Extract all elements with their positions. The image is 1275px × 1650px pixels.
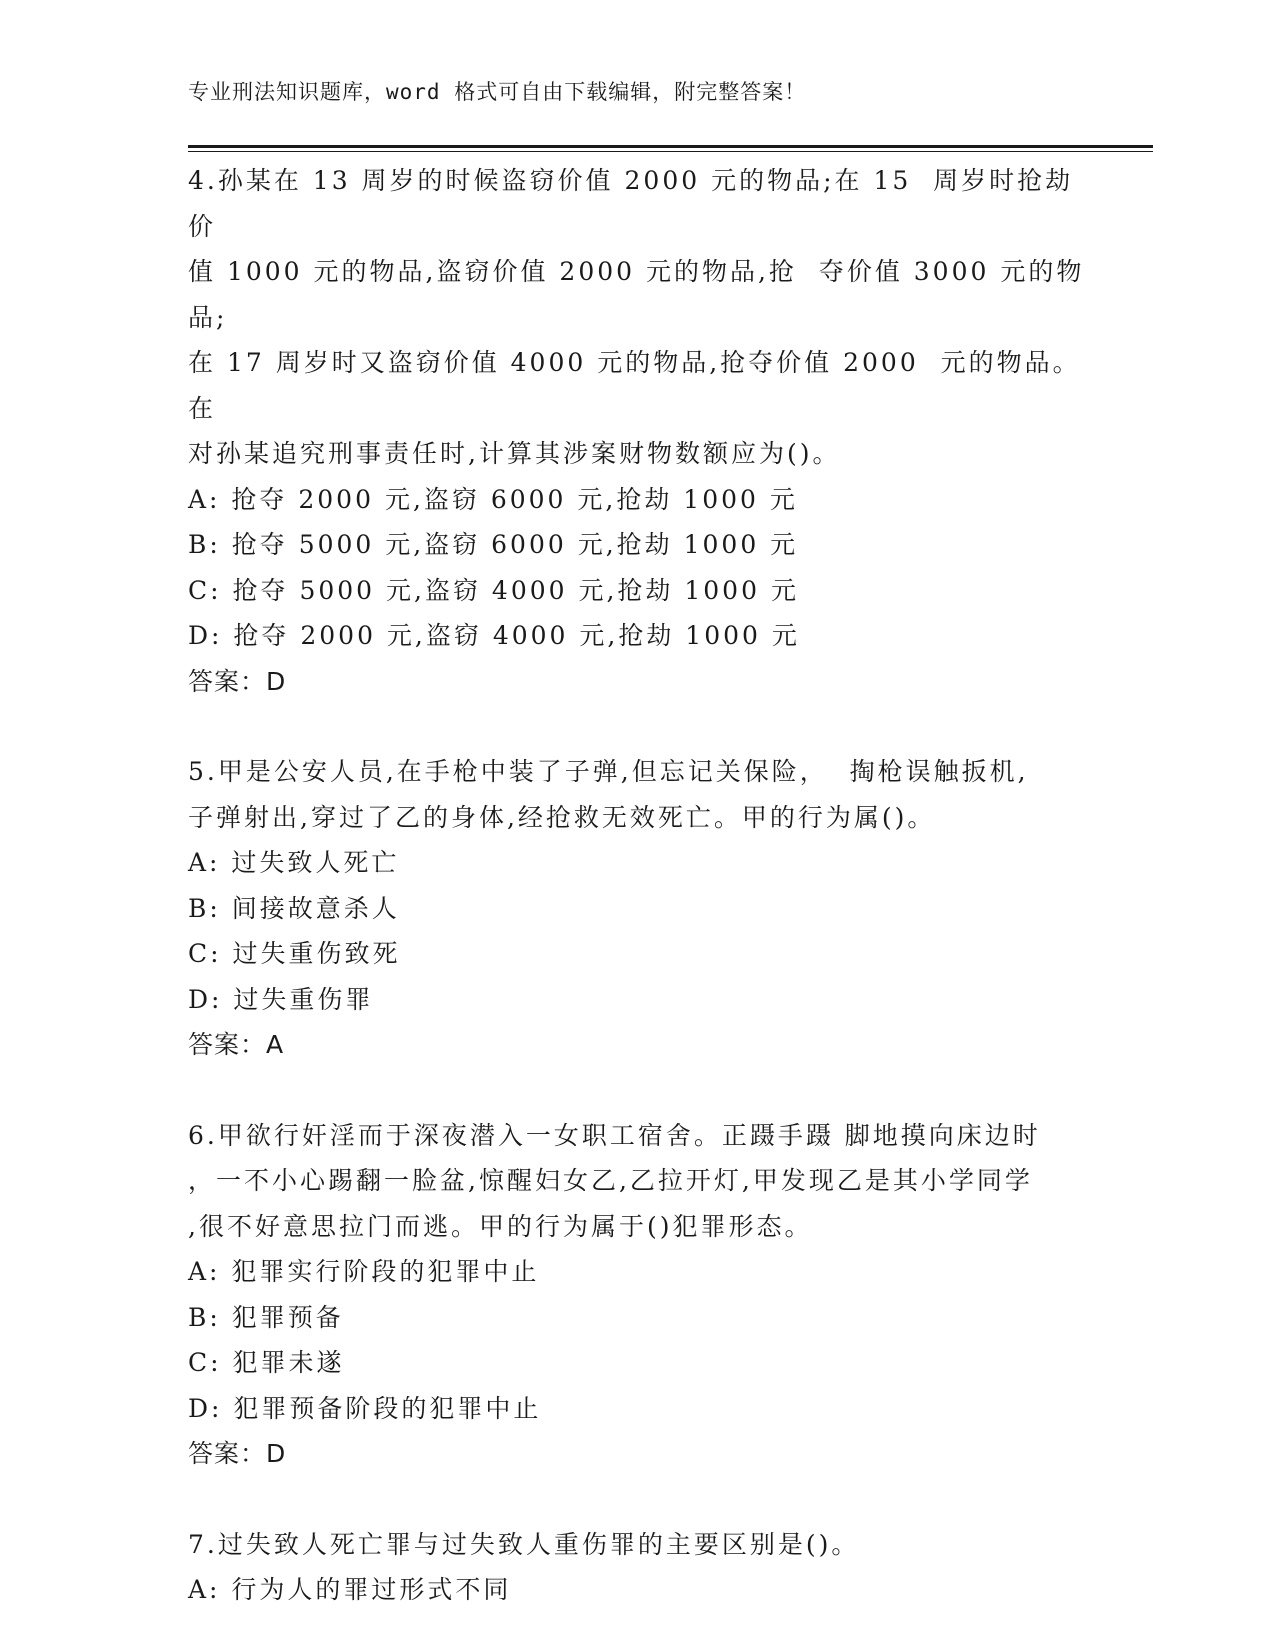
question-stem-line: 4.孙某在 13 周岁的时候盗窃价值 2000 元的物品;在 15 周岁时抢劫价 [188, 166, 1074, 241]
question-6 [188, 1113, 1088, 1477]
question-4 [188, 158, 1088, 704]
question-5 [188, 749, 1088, 1068]
answer-label: 答案：D [188, 666, 287, 696]
question-stem-line: 值 1000 元的物品,盗窃价值 2000 元的物品,抢 夺价值 3000 元的物品; [188, 257, 1085, 332]
question-7 [188, 1522, 1088, 1613]
question-stem-line: 5.甲是公安人员,在手枪中装了子弹,但忘记关保险， 掏枪误触扳机, [188, 757, 1029, 786]
option-a: A: 犯罪实行阶段的犯罪中止 [188, 1257, 540, 1286]
header-rule-thick [188, 145, 1153, 148]
option-b: B: 间接故意杀人 [188, 893, 400, 923]
question-stem-line: 对孙某追究刑事责任时,计算其涉案财物数额应为()。 [188, 439, 841, 468]
question-list [188, 158, 1088, 1613]
option-b: B: 犯罪预备 [188, 1302, 344, 1332]
option-d: D: 过失重伤罪 [188, 984, 374, 1014]
option-c: C: 过失重伤致死 [188, 939, 401, 968]
question-spacer [188, 704, 1088, 749]
answer-label: 答案：D [188, 1439, 287, 1468]
question-spacer [188, 1068, 1088, 1113]
option-c: C: 抢夺 5000 元,盗窃 4000 元,抢劫 1000 元 [188, 575, 799, 605]
question-stem-line: 7.过失致人死亡罪与过失致人重伤罪的主要区别是()。 [188, 1529, 860, 1559]
option-d: D: 抢夺 2000 元,盗窃 4000 元,抢劫 1000 元 [188, 621, 800, 650]
question-stem-line: 6.甲欲行奸淫而于深夜潜入一女职工宿舍。正蹑手蹑 脚地摸向床边时 [188, 1120, 1041, 1150]
page-header: 专业刑法知识题库，word 格式可自由下载编辑，附完整答案！ [188, 80, 807, 104]
answer-label: 答案：A [188, 1030, 285, 1059]
option-a: A: 行为人的罪过形式不同 [188, 1575, 512, 1604]
option-b: B: 抢夺 5000 元,盗窃 6000 元,抢劫 1000 元 [188, 530, 799, 559]
question-stem-line: ,很不好意思拉门而逃。甲的行为属于()犯罪形态。 [188, 1211, 813, 1241]
question-stem-line: ，一不小心踢翻一脸盆,惊醒妇女乙,乙拉开灯,甲发现乙是其小学同学 [188, 1166, 1033, 1195]
question-stem-line: 在 17 周岁时又盗窃价值 4000 元的物品,抢夺价值 2000 元的物品。在 [188, 348, 1081, 423]
option-a: A: 抢夺 2000 元,盗窃 6000 元,抢劫 1000 元 [188, 484, 798, 514]
header-rule-thin [188, 151, 1153, 152]
option-a: A: 过失致人死亡 [188, 848, 400, 877]
option-c: C: 犯罪未遂 [188, 1348, 345, 1377]
question-stem-line: 子弹射出,穿过了乙的身体,经抢救无效死亡。甲的行为属()。 [188, 802, 936, 832]
option-d: D: 犯罪预备阶段的犯罪中止 [188, 1393, 542, 1423]
question-spacer [188, 1477, 1088, 1522]
